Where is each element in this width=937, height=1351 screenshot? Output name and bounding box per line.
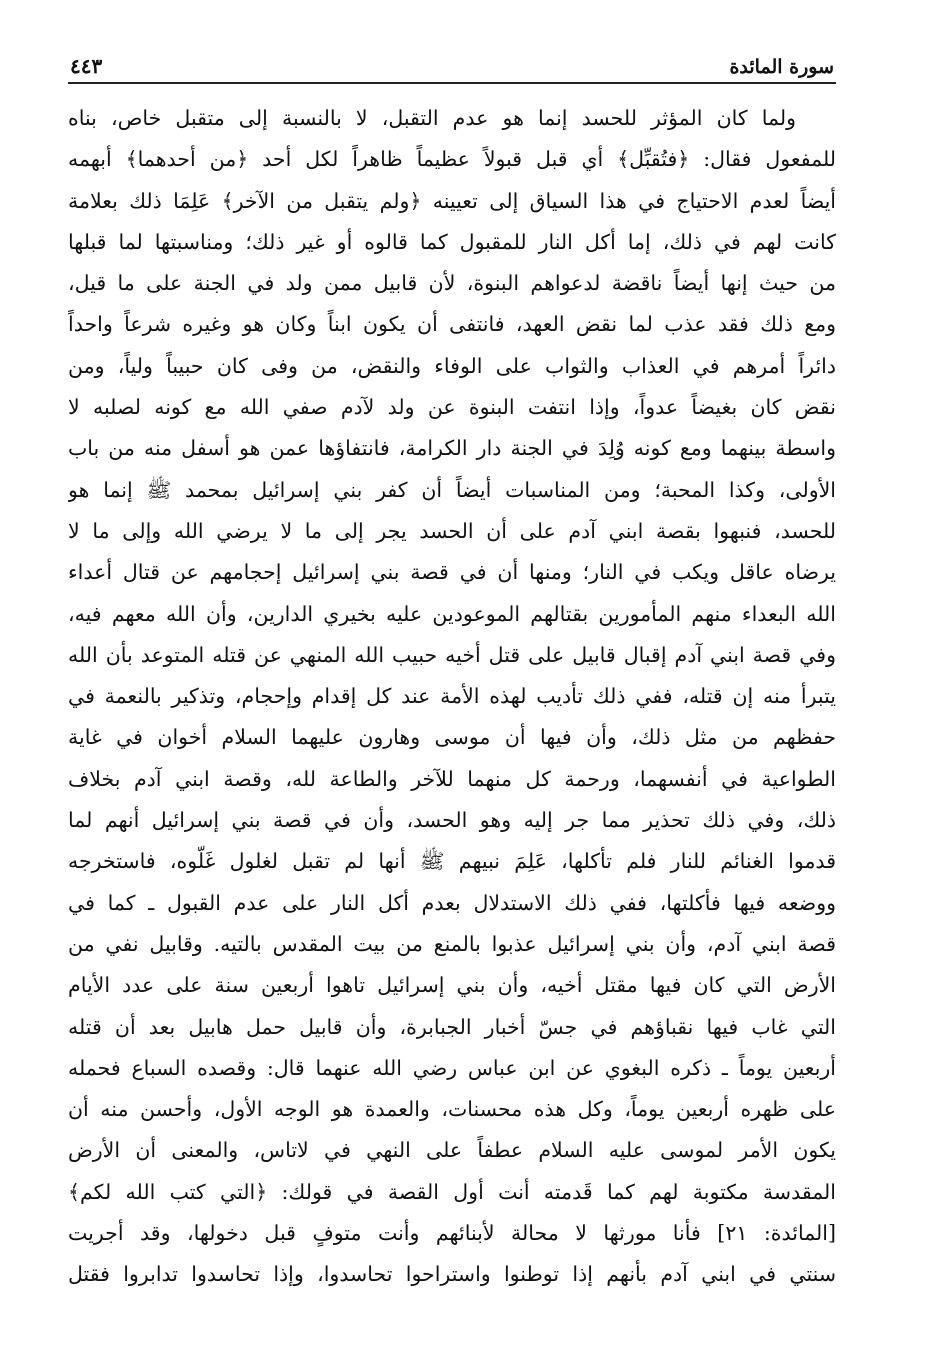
text-line: وفي قصة ابني آدم إقبال قابيل على قتل أخيه حبيب الله المنهي عن قتله المتوعد بأن الله [68, 642, 836, 667]
text-line: الأولى، وكذا المحبة؛ ومن المناسبات أيضاً أن كفر بني إسرائيل بمحمد ﷺ إنما هو [68, 477, 836, 502]
text-line: واسطة بينهما ومع كونه وُلِدَ في الجنة دار الكرامة، فانتفاؤها عمن هو أسفل منه من باب [68, 436, 836, 461]
text-line: من حيث إنها أيضاً ناقضة لدعواهم البنوة، لأن قابيل ممن ولد في الجنة على ما قيل، [68, 271, 836, 296]
text-line: الأرض التي كان فيها مقتل أخيه، وأن بني إسرائيل تاهوا أربعين سنة على عدد الأيام [68, 973, 836, 998]
text-line: أربعين يوماً ـ ذكره البغوي عن ابن عباس رضي الله عنهما قال: وقصده السباع فحمله [68, 1055, 836, 1080]
text-line: ذلك، وفي ذلك تحذير مما جر إليه وهو الحسد، وأن في قصة بني إسرائيل أنهم لما [68, 808, 836, 833]
text-line: حفظهم من مثل ذلك، وأن فيها أن موسى وهارون عليهما السلام أخوان في غاية [68, 725, 836, 750]
page-number: ٤٤٣ [70, 54, 103, 78]
text-line: التي غاب فيها نقباؤهم في جسّ أخبار الجبابرة، وأن قابيل حمل هابيل بعد أن قتله [68, 1014, 836, 1039]
book-page [68, 52, 836, 1302]
text-body [68, 98, 836, 1296]
running-header [68, 52, 836, 84]
surah-title: سورة المائدة [729, 56, 834, 78]
text-line: سنتي في ابني آدم بأنهم إذا توطنوا واستراحوا تحاسدوا، وإذا تحاسدوا تدابروا فقتل [68, 1262, 836, 1287]
text-line: يرضاه عاقل ويكب في النار؛ ومنها أن في قصة بني إسرائيل إحجامهم عن قتال أعداء [68, 560, 836, 585]
text-line: [المائدة: ٢١] فأنا مورثها لا محالة لأبنائهم وأنت متوفٍ قبل دخولها، وقد أجريت [68, 1221, 836, 1246]
text-line: نقض كان بغيضاً عدواً، وإذا انتفت البنوة عن ولد لآدم صفي الله مع كونه لصلبه لا [68, 395, 836, 420]
text-line: ومع ذلك فقد عذب لما نقض العهد، فانتفى أن يكون ابناً وكان هو وغيره شرعاً واحداً [68, 312, 836, 337]
text-line: قصة ابني آدم، وأن بني إسرائيل عذبوا بالمنع من بيت المقدس بالتيه. وقابيل نفي من [68, 931, 836, 956]
text-line: ولما كان المؤثر للحسد إنما هو عدم التقبل، لا بالنسبة إلى متقبل خاص، بناه [68, 106, 796, 130]
text-line: يكون الأمر لموسى عليه السلام عطفاً على النهي في لاتاس، والمعنى أن الأرض [68, 1138, 836, 1163]
text-line: للحسد، فنبهوا بقصة ابني آدم على أن الحسد يجر إلى ما لا يرضي الله وإلى ما لا [68, 518, 836, 543]
text-line: يتبرأ منه إن قتله، ففي ذلك تأديب لهذه الأمة عند كل إقدام وإحجام، وتذكير بالنعمة في [68, 684, 836, 709]
text-line: قدموا الغنائم للنار فلم تأكلها، عَلِمَ نبيهم ﷺ أنها لم تقبل لغلول غَلّوه، فاستخرجه [68, 849, 836, 874]
text-line: ووضعه فيها فأكلتها، ففي ذلك الاستدلال بعدم أكل النار على عدم القبول ـ كما في [68, 890, 836, 915]
text-line: للمفعول فقال: ﴿فتُقبِّل﴾ أي قبل قبولاً عظيماً ظاهراً لكل أحد ﴿من أحدهما﴾ أبهمه [68, 147, 836, 172]
text-line: المقدسة مكتوبة لهم كما قَدمته أنت أول القصة في قولك: ﴿التي كتب الله لكم﴾ [68, 1179, 836, 1204]
text-line: كانت لهم في ذلك، إما أكل النار للمقبول كما قالوه أو غير ذلك؛ ومناسبتها لما قبلها [68, 229, 836, 254]
text-line: الطواعية في أنفسهما، ورحمة كل منهما للآخر والطاعة لله، وقصة ابني آدم بخلاف [68, 766, 836, 791]
text-line: الله البعداء منهم المأمورين بقتالهم الموعودين عليه بخيري الدارين، وأن الله معهم فيه، [68, 601, 836, 626]
text-line: على ظهره أربعين يوماً، وكل هذه محسنات، والعمدة هو الوجه الأول، وأحسن منه أن [68, 1097, 836, 1122]
text-line: أيضاً لعدم الاحتياج في هذا السياق إلى تعيينه ﴿ولم يتقبل من الآخر﴾ عَلِمَا ذلك بعلامة [68, 188, 836, 213]
text-line: دائراً أمرهم في العذاب والثواب على الوفاء والنقض، من وفى كان حبيباً ولياً، ومن [68, 353, 836, 378]
